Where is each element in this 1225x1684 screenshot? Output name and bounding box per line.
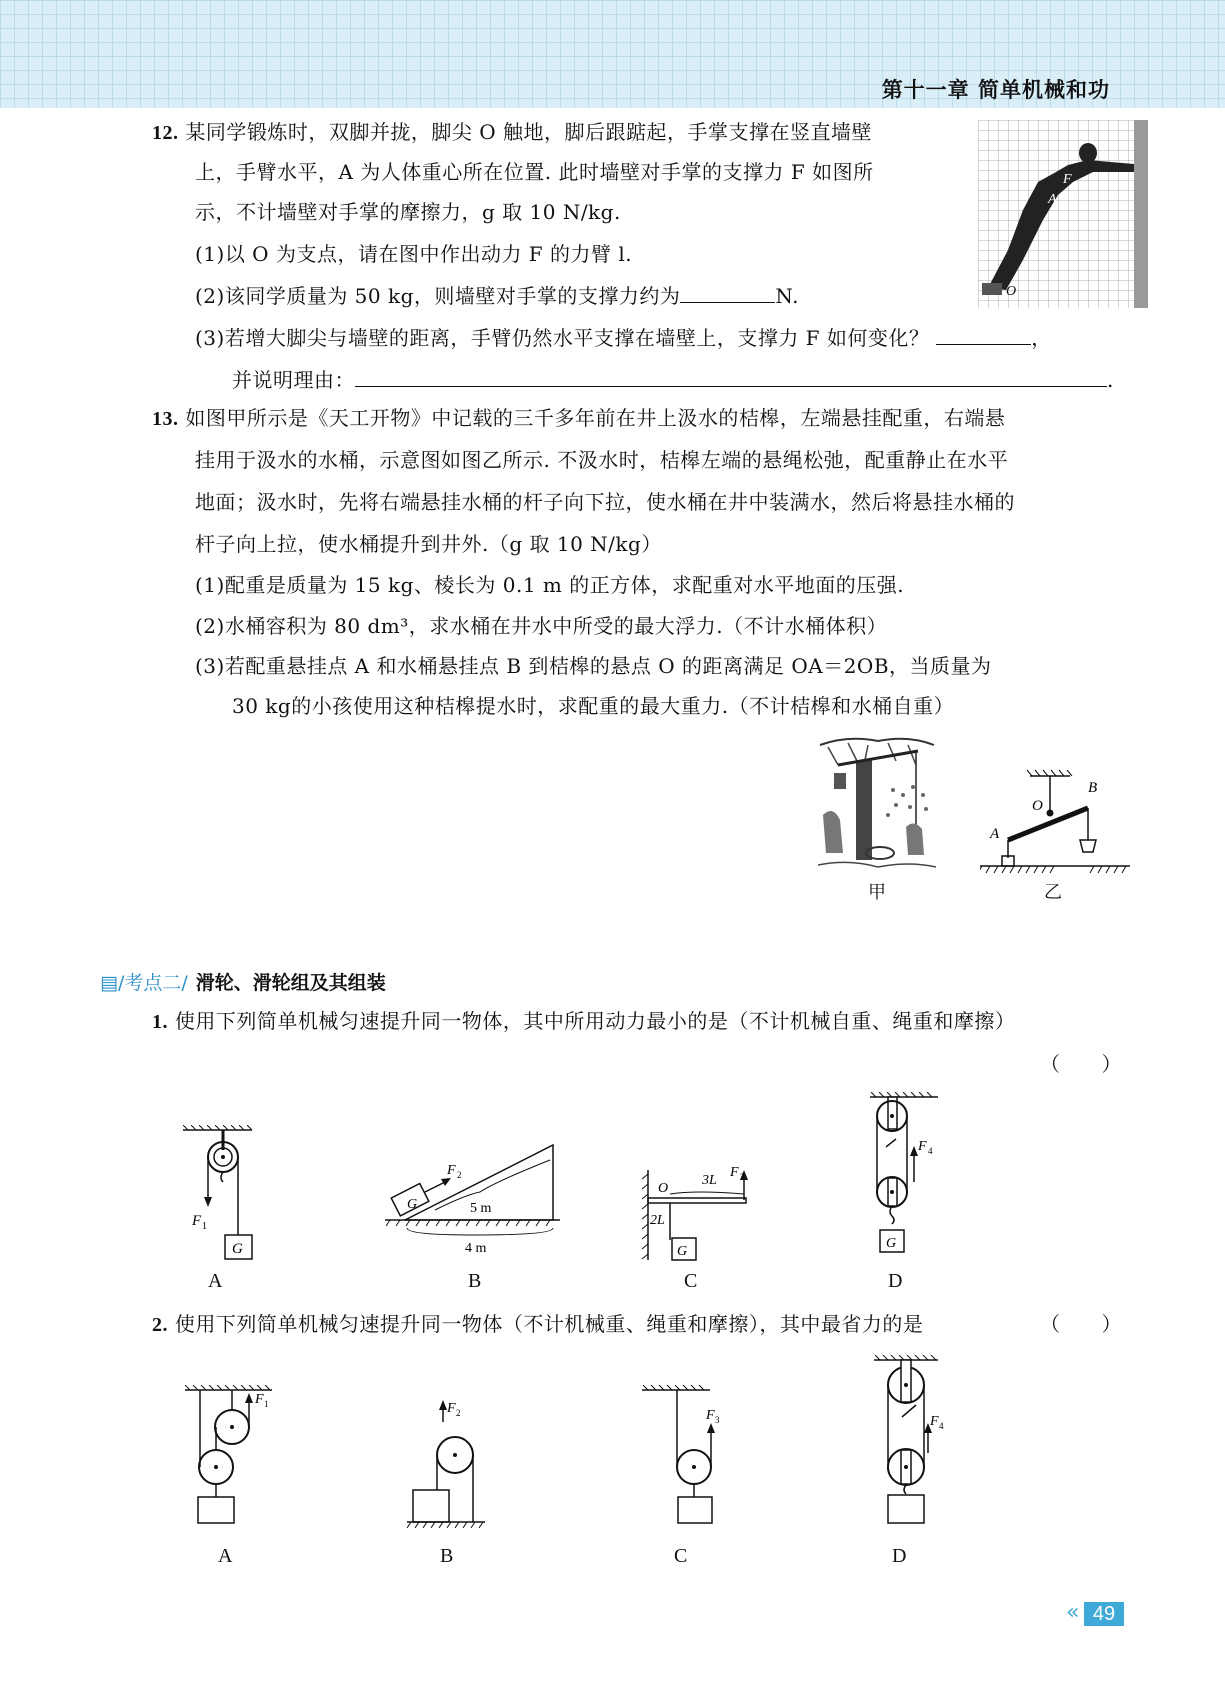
label-A: A — [990, 826, 1000, 842]
q13-line1 — [152, 404, 1005, 433]
section-tag: /考点二/ — [117, 972, 188, 994]
s1-figure-D — [868, 1092, 948, 1264]
wall — [1134, 120, 1148, 308]
counterweight — [834, 773, 846, 789]
label-5m: 5 m — [470, 1201, 492, 1216]
label-G: G — [232, 1241, 243, 1257]
s2-option-A[interactable]: A — [218, 1545, 233, 1567]
bucket — [1080, 840, 1096, 852]
q12-figure — [978, 120, 1150, 308]
load — [678, 1497, 712, 1523]
q12-sub1: (1)以 O 为支点，请在图中作出动力 F 的力臂 l. — [195, 242, 633, 266]
q13-figure-yi — [980, 768, 1130, 878]
s1-number: 1. — [152, 1011, 168, 1033]
s2-option-D[interactable]: D — [892, 1545, 907, 1567]
label-2L: 2L — [650, 1213, 665, 1228]
q12-sub2-text: (2)该同学质量为 50 kg，则墙壁对手掌的支撑力约为 — [195, 284, 681, 308]
tree-trunk — [856, 760, 872, 860]
q13-number: 13. — [152, 408, 179, 430]
q13-sub3: (3)若配重悬挂点 A 和水桶悬挂点 B 到桔槔的悬点 O 的距离满足 OA＝2OB，当质量为 — [195, 654, 992, 678]
q13-line3: 地面；汲水时，先将右端悬挂水桶的杆子向下拉，使水桶在井中装满水，然后将悬挂水桶的 — [195, 490, 1015, 514]
q12-sub3-blank1[interactable] — [936, 324, 1031, 345]
q12-sub3-reason — [232, 366, 1114, 394]
label-G: G — [886, 1236, 897, 1251]
q12-text1: 某同学锻炼时，双脚并拢，脚尖 O 触地，脚后跟踮起，手掌支撑在竖直墙壁 — [185, 120, 872, 144]
q12-line1 — [152, 118, 872, 147]
label-jia: 甲 — [868, 882, 886, 903]
s2-figure-B — [405, 1400, 495, 1530]
lever — [648, 1198, 746, 1203]
q13-line2: 挂用于汲水的水桶，示意图如图乙所示. 不汲水时，桔槔左端的悬绳松弛，配重静止在水平 — [195, 448, 1009, 472]
page-arrow-icon: « — [1066, 1600, 1080, 1625]
s1-text: 使用下列简单机械匀速提升同一物体，其中所用动力最小的是（不计机械自重、绳重和摩擦） — [174, 1009, 1016, 1033]
label-A: A — [1048, 192, 1057, 207]
label-4m: 4 m — [465, 1241, 487, 1256]
label-O: O — [1006, 284, 1017, 299]
s2-figure-C — [640, 1385, 730, 1525]
q12-number: 12. — [152, 122, 179, 144]
q13-sub1: (1)配重是质量为 15 kg、棱长为 0.1 m 的正方体，求配重对水平地面的压强. — [195, 573, 905, 597]
s2-answer-paren[interactable]: （ ） — [1040, 1312, 1122, 1336]
s1-option-B[interactable]: B — [468, 1270, 482, 1292]
q12-sub3-comma: ， — [1031, 326, 1052, 350]
q12-sub2 — [195, 282, 799, 310]
q12-sub3-text: (3)若增大脚尖与墙壁的距离，手臂仍然水平支撑在墙壁上，支撑力 F 如何变化？ — [195, 326, 930, 350]
q12-reason-label: 并说明理由： — [232, 368, 355, 392]
label-F2-sub: 2 — [457, 1170, 462, 1180]
person-head — [1079, 143, 1097, 163]
label-F1: F — [192, 1213, 202, 1229]
s2-option-C[interactable]: C — [674, 1545, 688, 1567]
s1-answer-paren[interactable]: （ ） — [1040, 1052, 1122, 1076]
label-F: F — [1063, 172, 1072, 187]
label-F3-sub: 3 — [740, 1172, 745, 1182]
q13-text1: 如图甲所示是《天工开物》中记载的三千多年前在井上汲水的桔槔，左端悬挂配重，右端悬 — [185, 406, 1006, 430]
q13-line4: 杆子向上拉，使水桶提升到井外.（g 取 10 N/kg） — [195, 532, 662, 556]
label-F1-sub: 1 — [202, 1221, 207, 1232]
label-F3: F — [730, 1165, 739, 1180]
page-number: 49 — [1084, 1602, 1124, 1626]
svg-text:2: 2 — [456, 1408, 461, 1418]
section-heading — [100, 968, 386, 995]
q12-reason-blank[interactable] — [355, 366, 1107, 387]
load — [198, 1497, 234, 1523]
svg-text:F: F — [255, 1392, 264, 1407]
s1-figure-C — [636, 1160, 756, 1265]
load — [888, 1495, 924, 1523]
label-O: O — [658, 1181, 669, 1196]
q13-figure-jia — [818, 735, 936, 875]
s1-figure-B — [385, 1140, 560, 1265]
q12-line3: 示，不计墙壁对手掌的摩擦力，g 取 10 N/kg. — [195, 200, 621, 224]
label-G: G — [407, 1197, 418, 1212]
svg-text:F: F — [447, 1401, 456, 1416]
q12-sub2-blank[interactable] — [680, 282, 775, 303]
pivot-O — [1047, 810, 1054, 817]
q12-sub3 — [195, 324, 1052, 352]
s2-figure-A — [180, 1385, 280, 1525]
svg-text:4: 4 — [939, 1421, 944, 1431]
svg-text:1: 1 — [264, 1399, 269, 1409]
section-icon: ▤ — [100, 972, 118, 994]
s1-option-D[interactable]: D — [888, 1270, 903, 1292]
s1-line — [152, 1007, 1015, 1036]
chapter-title: 第十一章 简单机械和功 — [881, 78, 1110, 102]
label-B: B — [1088, 780, 1098, 796]
figure-right — [906, 823, 924, 855]
s1-option-C[interactable]: C — [684, 1270, 698, 1292]
s1-option-A[interactable]: A — [208, 1270, 223, 1292]
q12-sub2-unit: N. — [775, 284, 799, 308]
label-O: O — [1032, 798, 1043, 814]
q13-sub2: (2)水桶容积为 80 dm³，求水桶在井水中所受的最大浮力.（不计水桶体积） — [195, 614, 888, 638]
label-F4: F — [918, 1139, 927, 1154]
s2-line — [152, 1310, 923, 1339]
svg-text:F: F — [706, 1408, 715, 1423]
q12-line2: 上，手臂水平，A 为人体重心所在位置. 此时墙壁对手掌的支撑力 F 如图所 — [195, 160, 874, 184]
svg-text:F: F — [930, 1414, 939, 1429]
label-F2: F — [447, 1163, 456, 1178]
label-G: G — [677, 1244, 688, 1259]
q12-reason-period: . — [1107, 368, 1114, 392]
q13-sub3-cont: 30 kg的小孩使用这种桔槔提水时，求配重的最大重力.（不计桔槔和水桶自重） — [232, 694, 955, 718]
label-F4-sub: 4 — [928, 1146, 933, 1156]
s2-option-B[interactable]: B — [440, 1545, 454, 1567]
label-yi: 乙 — [1044, 882, 1062, 903]
s2-text: 使用下列简单机械匀速提升同一物体（不计机械重、绳重和摩擦），其中最省力的是 — [174, 1312, 924, 1336]
label-3L: 3L — [702, 1173, 717, 1188]
load — [413, 1490, 449, 1522]
s1-figure-A — [180, 1125, 260, 1265]
svg-text:3: 3 — [715, 1415, 720, 1425]
person-shoe — [982, 283, 1002, 295]
section-title: 滑轮、滑轮组及其组装 — [195, 972, 386, 994]
s2-figure-D — [866, 1355, 956, 1530]
s2-number: 2. — [152, 1314, 168, 1336]
